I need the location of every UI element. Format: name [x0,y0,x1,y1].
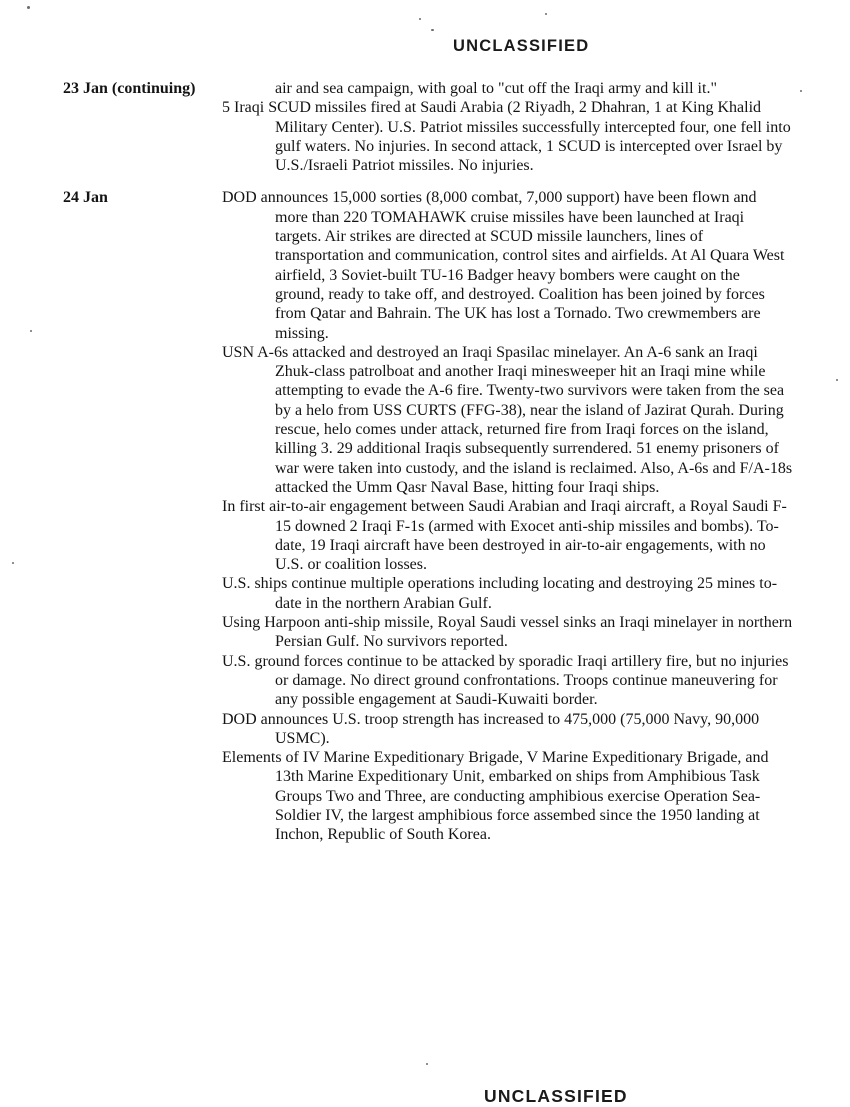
scan-artifact [12,562,14,564]
chronology-entry: air and sea campaign, with goal to "cut off the Iraqi army and kill it." [275,80,717,97]
chronology-entry: USN A-6s attacked and destroyed an Iraqi Spasilac minelayer. An A-6 sank an Iraqi Zhuk-class patrolboat and another Iraqi minesweeper hit an Iraqi mine while attempting to evade the A-6 fire. Twenty-two survivors were taken from the sea by a helo from USS CURTS (FFG-38), near the island of Jazirat Qurah. During rescue, helo comes under attack, returned fire from Iraqi forces on the island, killing 3. 29 additional Iraqis subsequently surrendered. 51 enemy prisoners of war were taken into custody, and the island is reclaimed. Also, A-6s and F/A-18s attacked the Umm Qasr Naval Base, hitting four Iraqi ships. [222,343,793,496]
classification-header: UNCLASSIFIED [453,37,590,55]
scan-artifact [431,29,434,31]
chronology-entry: U.S. ground forces continue to be attacked by sporadic Iraqi artillery fire, but no injuries or damage. No direct ground confrontations. Troops continue maneuvering for any possible engagement at Saudi-Kuwaiti border. [222,652,789,709]
chronology-entry: U.S. ships continue multiple operations including locating and destroying 25 mines to-date in the northern Arabian Gulf. [222,575,778,612]
chronology-section [63,79,793,175]
scan-artifact [426,1063,428,1065]
classification-footer: UNCLASSIFIED [484,1086,628,1106]
chronology-entry: DOD announces 15,000 sorties (8,000 combat, 7,000 support) have been flown and more than 220 TOMAHAWK cruise missiles have been launched at Iraqi targets. Air strikes are directed at SCUD missile launchers, lines of transportation and communication, control sites and airfields. At Al Quara West airfield, 3 Soviet-built TU-16 Badger heavy bombers were caught on the ground, ready to take off, and destroyed. Coalition has been joined by forces from Qatar and Bahrain. The UK has lost a Tornado. Two crewmembers are missing. [222,189,785,342]
entries-column [222,188,793,844]
scan-artifact [545,13,547,15]
chronology-entry: DOD announces U.S. troop strength has increased to 475,000 (75,000 Navy, 90,000 USMC). [222,710,760,747]
chronology-entry: In first air-to-air engagement between Saudi Arabian and Iraqi aircraft, a Royal Saudi F-15 downed 2 Iraqi F-1s (armed with Exocet anti-ship missiles and bombs). To-date, 19 Iraqi aircraft have been destroyed in air-to-air engagements, with no U.S. or coalition losses. [222,498,787,574]
scan-artifact [30,330,32,332]
scan-artifact [27,6,30,9]
entries-column [222,79,793,175]
scan-artifact [836,379,838,381]
chronology-body [63,79,793,858]
chronology-entry: 5 Iraqi SCUD missiles fired at Saudi Arabia (2 Riyadh, 2 Dhahran, 1 at King Khalid Military Center). U.S. Patriot missiles successfully intercepted four, one fell into gulf waters. No injuries. In second attack, 1 SCUD is intercepted over Israel by U.S./Israeli Patriot missiles. No injuries. [222,99,791,175]
scan-artifact [419,18,421,20]
date-label: 23 Jan (continuing) [63,80,196,97]
scan-artifact [800,90,802,92]
date-label: 24 Jan [63,189,108,207]
chronology-section [63,188,793,844]
chronology-entry: Elements of IV Marine Expeditionary Brigade, V Marine Expeditionary Brigade, and 13th Marine Expeditionary Unit, embarked on ships from Amphibious Task Groups Two and Three, are conducting amphibious exercise Operation Sea-Soldier IV, the largest amphibious force assembed since the 1950 landing at Inchon, Republic of South Korea. [222,749,769,844]
chronology-entry: Using Harpoon anti-ship missile, Royal Saudi vessel sinks an Iraqi minelayer in northern Persian Gulf. No survivors reported. [222,614,793,651]
